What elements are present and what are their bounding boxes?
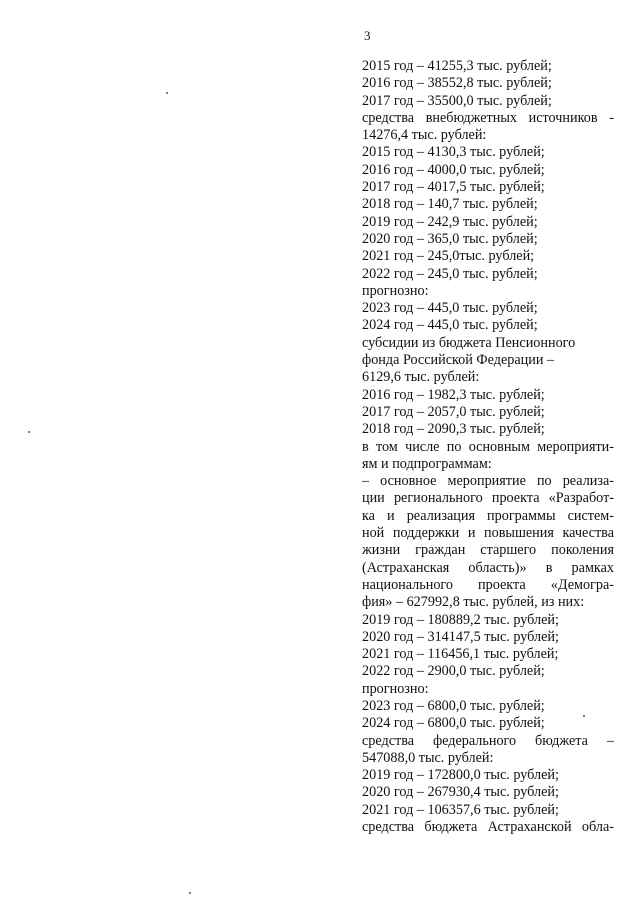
text-line: фонда Российской Федерации – [362,352,555,369]
text-line: ной поддержки и повышения качества [362,525,614,542]
text-line: 2019 год – 242,9 тыс. рублей; [362,213,538,230]
text-line: 2017 год – 35500,0 тыс. рублей; [362,92,552,109]
text-line: в том числе по основным мероприяти- [362,438,614,455]
text-line: 2017 год – 2057,0 тыс. рублей; [362,403,545,420]
text-line: 2024 год – 445,0 тыс. рублей; [362,317,538,334]
scan-speck [28,431,30,433]
text-line: 2019 год – 180889,2 тыс. рублей; [362,611,559,628]
text-line: ям и подпрограммам: [362,455,492,472]
text-line: ка и реализация программы систем- [362,507,614,524]
text-line: 14276,4 тыс. рублей: [362,127,487,144]
text-line: 2015 год – 41255,3 тыс. рублей; [362,58,552,74]
text-line: 2023 год – 6800,0 тыс. рублей; [362,697,545,714]
document-text-column [362,58,614,836]
text-line: 2021 год – 116456,1 тыс. рублей; [362,646,559,663]
text-line: 2020 год – 365,0 тыс. рублей; [362,230,538,247]
text-line: жизни граждан старшего поколения [362,542,614,559]
text-line: национального проекта «Демогра- [362,576,614,593]
text-line: ции регионального проекта «Разработ- [362,490,614,507]
text-line: – основное мероприятие по реализа- [362,473,614,490]
text-line: 2016 год – 4000,0 тыс. рублей; [362,161,545,178]
text-line: прогнозно: [362,680,429,697]
page-number: 3 [364,28,371,43]
text-line: средства внебюджетных источников - [362,109,614,126]
text-line: 2017 год – 4017,5 тыс. рублей; [362,179,545,196]
scan-speck [583,715,585,717]
text-line: 2018 год – 140,7 тыс. рублей; [362,196,538,213]
text-line: 2016 год – 1982,3 тыс. рублей; [362,386,545,403]
text-line: 2022 год – 245,0 тыс. рублей; [362,265,538,282]
text-line: 2020 год – 314147,5 тыс. рублей; [362,628,559,645]
text-line: 2019 год – 172800,0 тыс. рублей; [362,767,559,784]
text-line: прогнозно: [362,282,429,299]
text-line: 2022 год – 2900,0 тыс. рублей; [362,663,545,680]
text-line: субсидии из бюджета Пенсионного [362,334,576,351]
text-line: (Астраханская область)» в рамках [362,559,614,576]
text-line: средства бюджета Астраханской обла- [362,819,614,836]
text-line: 2021 год – 106357,6 тыс. рублей; [362,801,559,818]
scan-speck [166,92,168,94]
scan-speck [189,892,191,894]
text-line: фия» – 627992,8 тыс. рублей, из них: [362,594,585,611]
text-line: 2020 год – 267930,4 тыс. рублей; [362,784,559,801]
text-line: 6129,6 тыс. рублей: [362,369,480,386]
text-line: средства федерального бюджета – [362,732,614,749]
text-line: 2023 год – 445,0 тыс. рублей; [362,300,538,317]
text-line: 2018 год – 2090,3 тыс. рублей; [362,421,545,438]
text-line: 2021 год – 245,0тыс. рублей; [362,248,535,265]
text-line: 2016 год – 38552,8 тыс. рублей; [362,75,552,92]
text-line: 2015 год – 4130,3 тыс. рублей; [362,144,545,161]
text-line: 547088,0 тыс. рублей: [362,749,494,766]
text-line: 2024 год – 6800,0 тыс. рублей; [362,715,545,732]
